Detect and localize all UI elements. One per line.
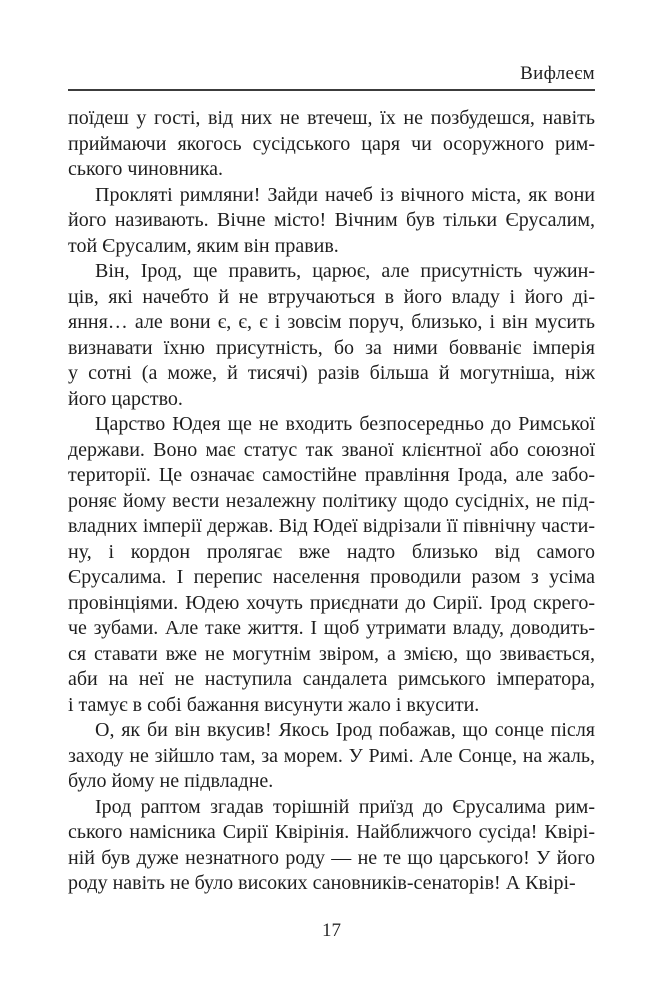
- text-line: О, як би він вкусив! Якось Ірод побажав, що сонце після: [95, 719, 595, 741]
- paragraph: [68, 106, 595, 183]
- header-rule: [68, 89, 595, 91]
- paragraph: [68, 183, 595, 260]
- text-column: [68, 0, 595, 942]
- text-line: було йому не підвладне.: [68, 770, 274, 792]
- text-line: че зубами. Але таке життя. І щоб утримати владу, доводить-: [68, 617, 595, 639]
- text-line: держави. Воно має статус так званої клієнтної або союзної: [68, 438, 595, 461]
- text-line: ній був дуже незнатного роду — не те що царського! У його: [68, 846, 595, 869]
- text-line: визнавати їхню присутність, бо за ними бовваніє імперія: [68, 336, 595, 359]
- text-line: Прокляті римляни! Зайди начеб із вічного міста, як вони: [95, 183, 595, 206]
- text-line: той Єрусалим, яким він правив.: [68, 234, 339, 257]
- text-line: ну, і кордон пролягає вже надто близько від самого: [68, 540, 595, 563]
- text-line: ся ставати вже не могутнім звіром, а змією, що звивається,: [68, 642, 595, 665]
- text-line: Ірод раптом згадав торішній приїзд до Єрусалима рим-: [95, 795, 595, 818]
- text-line: роду навіть не було високих сановників-сенаторів! А Квірі-: [68, 872, 576, 894]
- text-block: [68, 106, 595, 897]
- text-line: і тамує в собі бажання висунути жало і вкусити.: [68, 693, 480, 716]
- paragraph: [68, 795, 595, 897]
- text-line: приймаючи якогось сусідського царя чи осоружного рим-: [68, 132, 595, 155]
- text-line: роняє йому вести незалежну політику щодо сусідніх, не під-: [68, 489, 595, 512]
- text-line: заходу не зійшло там, за морем. У Римі. Але Сонце, на жаль,: [68, 744, 595, 767]
- text-line: Він, Ірод, ще править, царює, але присутність чужин-: [95, 260, 595, 282]
- running-head: Вифлеєм: [520, 63, 595, 84]
- text-line: Царство Юдея ще не входить безпосередньо до Римської: [95, 413, 595, 435]
- paragraph: [68, 718, 595, 795]
- text-line: поїдеш у гості, від них не втечеш, їх не позбудешся, навіть: [68, 107, 595, 129]
- text-line: у сотні (а може, й тисячі) разів більша й могутніша, ніж: [68, 362, 595, 384]
- text-line: владних імперії держав. Від Юдеї відрізали її північну части-: [68, 515, 595, 537]
- text-line: його царство.: [68, 387, 183, 410]
- text-line: його називають. Вічне місто! Вічним був тільки Єрусалим,: [68, 209, 595, 231]
- paragraph: [68, 259, 595, 412]
- text-line: ського чиновника.: [68, 158, 224, 180]
- text-line: Єрусалима. І перепис населення проводили разом з усіма: [68, 566, 595, 588]
- text-line: провінціями. Юдею хочуть приєднати до Сирії. Ірод скрего-: [68, 591, 595, 614]
- text-line: території. Це означає самостійне правління Ірода, але забо-: [68, 464, 595, 486]
- text-line: яння… але вони є, є, є і зовсім поруч, близько, і він мусить: [68, 311, 595, 333]
- page-number: 17: [322, 919, 341, 941]
- text-line: аби на неї не наступила сандалета римського імператора,: [68, 668, 595, 690]
- text-line: ського намісника Сирії Квірінія. Найближчого сусіда! Квірі-: [68, 821, 595, 843]
- text-line: ців, які начебто й не втручаються в його владу і його ді-: [68, 285, 595, 308]
- paragraph: [68, 412, 595, 718]
